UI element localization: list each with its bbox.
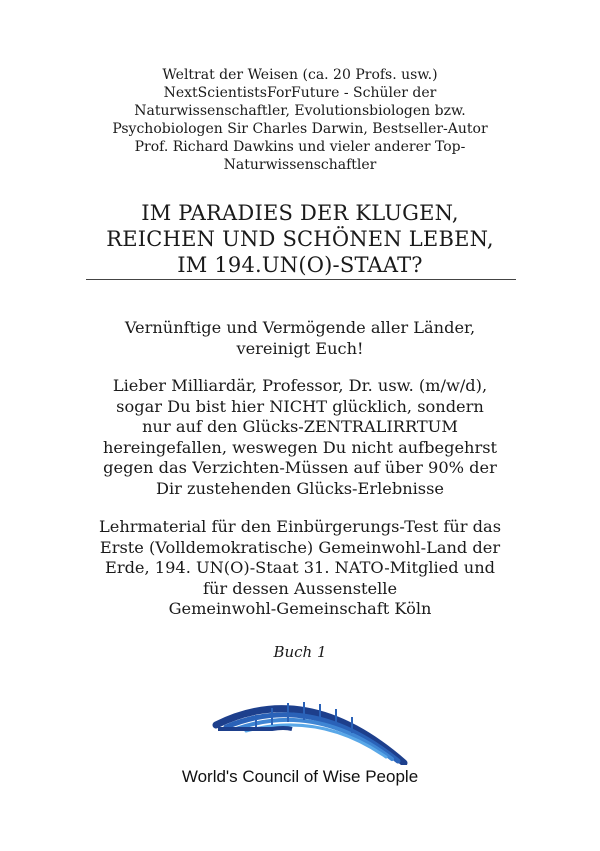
- lehr-line: Gemeinwohl-Gemeinschaft Köln: [168, 599, 432, 618]
- title-divider: [86, 279, 516, 280]
- intro-line: Dir zustehenden Glücks-Erlebnisse: [156, 478, 444, 498]
- author-line: Prof. Richard Dawkins und vieler anderer Top-: [134, 139, 466, 155]
- author-line: Psychobiologen Sir Charles Darwin, Bestseller-Autor: [112, 121, 488, 137]
- author-line: Weltrat der Weisen (ca. 20 Profs. usw.): [162, 67, 438, 83]
- intro-line: sogar Du bist hier NICHT glücklich, sondern: [116, 396, 484, 416]
- lehr-line: für dessen Aussenstelle: [202, 578, 398, 598]
- slogan-line: Vernünftige und Vermögende aller Länder,: [124, 318, 476, 337]
- book-title: [60, 200, 540, 278]
- slogan-line: vereinigt Euch!: [236, 338, 364, 358]
- intro-line: nur auf den Glücks-ZENTRALIRRTUM: [142, 417, 458, 436]
- brand-name: World's Council of Wise People: [181, 767, 419, 786]
- intro-line: gegen das Verzichten-Müssen auf über 90% der: [103, 458, 497, 477]
- author-line: Naturwissenschaftler: [223, 157, 377, 173]
- slogan: [60, 318, 540, 359]
- author-line: NextScientistsForFuture - Schüler der: [163, 85, 437, 101]
- logo-deck: [218, 728, 292, 729]
- intro-line: Lieber Milliardär, Professor, Dr. usw. (m/w/d),: [112, 376, 488, 395]
- lehr-line: Erste (Volldemokratische) Gemeinwohl-Land der: [99, 537, 501, 557]
- title-line: IM PARADIES DER KLUGEN,: [141, 201, 459, 225]
- author-line: Naturwissenschaftler, Evolutionsbiologen bzw.: [134, 103, 466, 119]
- subtitle-lehrmaterial: [60, 517, 540, 620]
- volume-label: Buch 1: [273, 643, 327, 661]
- intro-text: [60, 376, 540, 499]
- title-line: IM 194.UN(O)-STAAT?: [177, 253, 423, 277]
- lehr-line: Lehrmaterial für den Einbürgerungs-Test für das: [98, 517, 501, 536]
- bridge-arches-icon: [212, 685, 417, 765]
- lehr-line: Erde, 194. UN(O)-Staat 31. NATO-Mitglied und: [105, 558, 495, 577]
- intro-line: hereingefallen, weswegen Du nicht aufbegehrst: [102, 437, 498, 457]
- title-line: REICHEN UND SCHÖNEN LEBEN,: [106, 227, 494, 251]
- author-list: [60, 66, 540, 174]
